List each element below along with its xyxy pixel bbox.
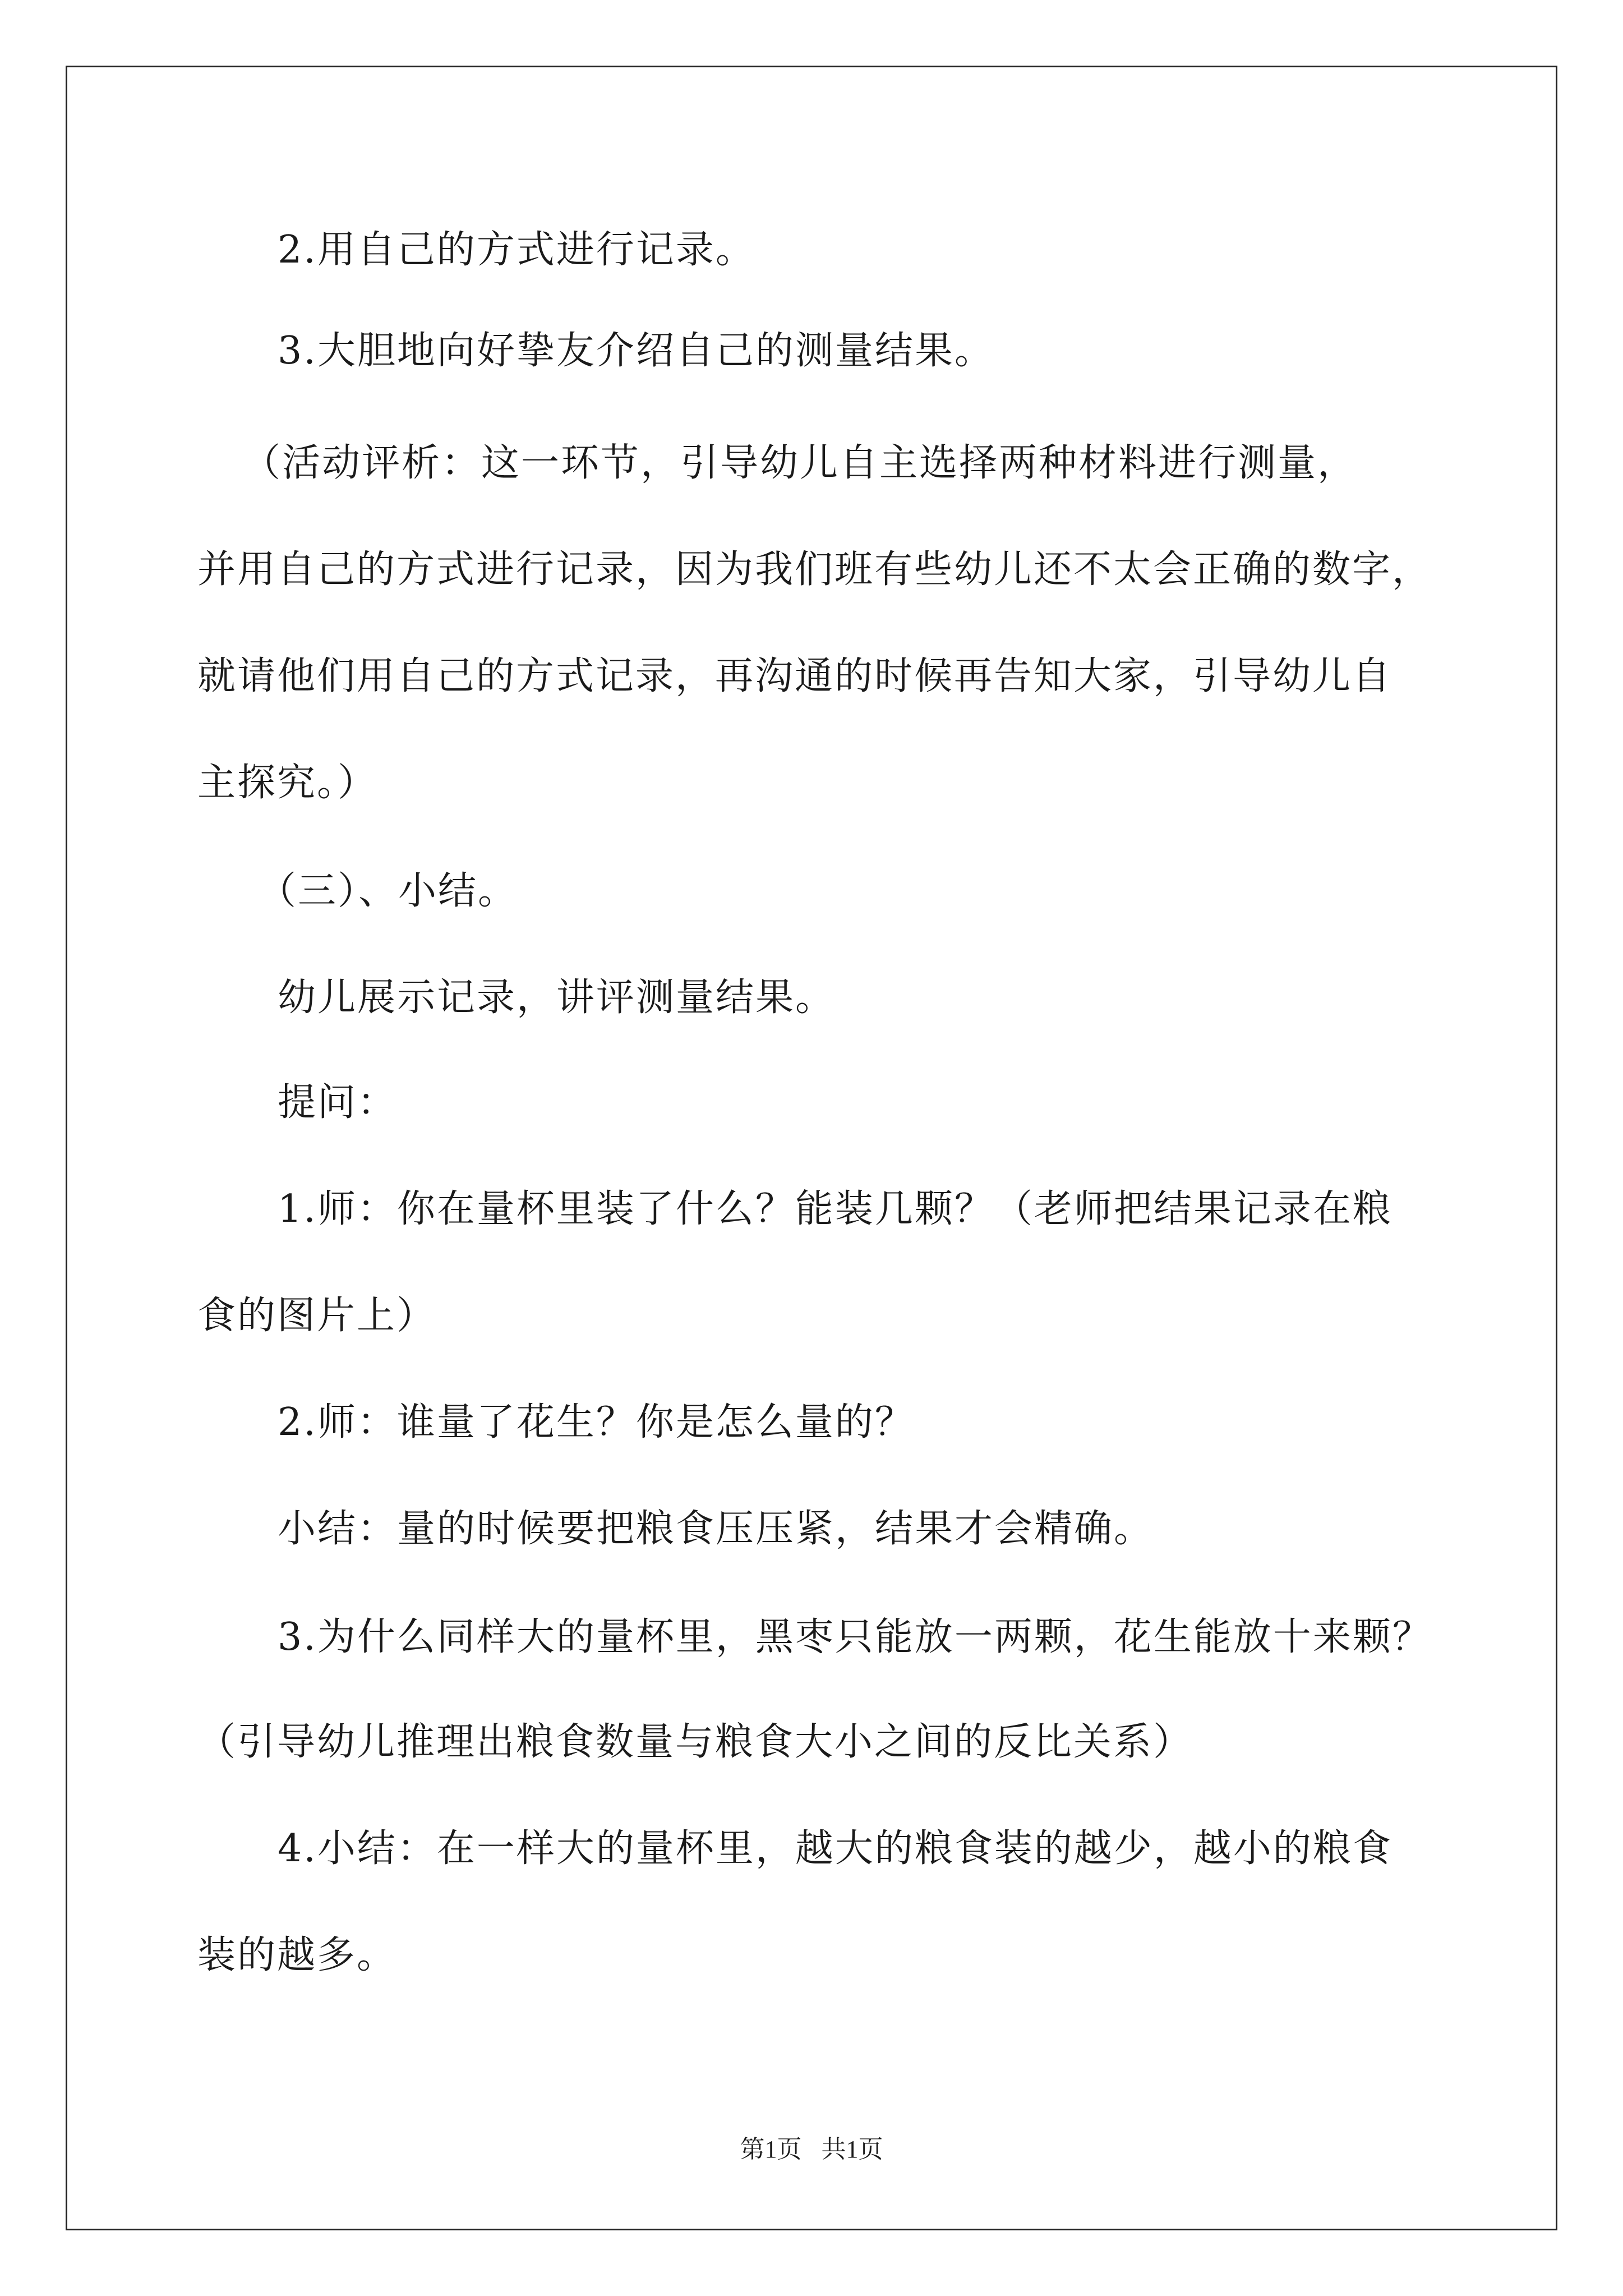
- paragraph-questions-label: 提问：: [278, 1080, 398, 1125]
- paragraph-show-records: 幼儿展示记录，讲评测量结果。: [278, 976, 836, 1020]
- page-number-current: 第1页: [740, 2136, 802, 2163]
- paragraph-activity-review-line-3: 就请他们用自己的方式记录，再沟通的时候再告知大家，引导幼儿自: [197, 654, 1393, 698]
- paragraph-activity-review-line-1: （活动评析：这一环节，引导幼儿自主选择两种材料进行测量，: [242, 441, 1358, 485]
- paragraph-question-3-line-1: 3.为什么同样大的量杯里，黑枣只能放一两颗，花生能放十来颗？: [278, 1615, 1432, 1659]
- page-border: [66, 66, 1557, 2230]
- paragraph-conclusion-line-1: 4.小结：在一样大的量杯里，越大的粮食装的越少，越小的粮食: [278, 1826, 1393, 1871]
- page-number-total: 共1页: [821, 2136, 883, 2163]
- paragraph-question-1-line-2: 食的图片上）: [197, 1294, 437, 1338]
- paragraph-summary-pressing: 小结：量的时候要把粮食压压紧，结果才会精确。: [278, 1507, 1154, 1551]
- page-footer: [0, 2137, 1623, 2162]
- paragraph-activity-review-line-4: 主探究。）: [197, 761, 378, 805]
- paragraph-activity-review-line-2: 并用自己的方式进行记录，因为我们班有些幼儿还不太会正确的数字，: [197, 547, 1432, 592]
- paragraph-question-1-line-1: 1.师：你在量杯里装了什么？能装几颗？（老师把结果记录在粮: [278, 1187, 1393, 1231]
- paragraph-question-3-line-2: （引导幼儿推理出粮食数量与粮食大小之间的反比关系）: [197, 1720, 1193, 1764]
- section-heading-summary: （三）、小结。: [258, 869, 518, 913]
- paragraph-question-2: 2.师：谁量了花生？你是怎么量的？: [278, 1400, 915, 1444]
- paragraph-conclusion-line-2: 装的越多。: [197, 1933, 397, 1977]
- paragraph-step-3: 3.大胆地向好挚友介绍自己的测量结果。: [278, 329, 994, 373]
- paragraph-step-2: 2.用自己的方式进行记录。: [278, 228, 755, 272]
